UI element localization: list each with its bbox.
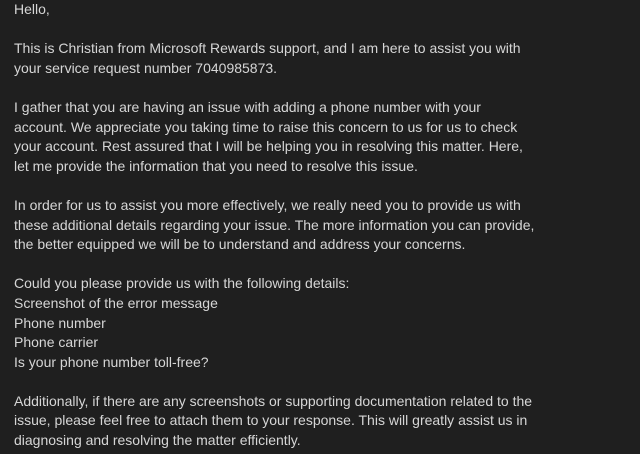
paragraph-request-intro <box>14 39 634 78</box>
paragraph-line: diagnosing and resolving the matter efficiently. <box>14 432 301 449</box>
paragraph-attachments <box>14 392 634 451</box>
paragraph-line: I gather that you are having an issue with adding a phone number with your <box>14 98 481 115</box>
paragraph-line: issue, please feel free to attach them to your response. This will greatly assist us in <box>14 412 528 429</box>
details-list <box>14 274 634 372</box>
paragraph-line: Additionally, if there are any screenshots or supporting documentation related to the <box>14 392 533 409</box>
paragraph-line: the better equipped we will be to understand and address your concerns. <box>14 236 466 253</box>
details-intro: Could you please provide us with the following details: <box>14 275 350 292</box>
spacer <box>14 255 634 275</box>
list-item: Phone carrier <box>14 334 99 351</box>
spacer <box>14 176 634 196</box>
paragraph-line: your account. Rest assured that I will be helping you in resolving this matter. Here, <box>14 138 523 155</box>
paragraph-issue-summary <box>14 98 634 176</box>
greeting: Hello, <box>14 1 50 17</box>
list-item: Is your phone number toll-free? <box>14 353 209 370</box>
paragraph-line: account. We appreciate you taking time to raise this concern to us for us to check <box>14 118 518 135</box>
spacer <box>14 372 634 392</box>
list-item: Phone number <box>14 314 106 331</box>
paragraph-request-details <box>14 196 634 255</box>
spacer <box>14 78 634 98</box>
paragraph-line: This is Christian from Microsoft Rewards support, and I am here to assist you with <box>14 40 521 57</box>
email-body <box>14 0 634 451</box>
list-item: Screenshot of the error message <box>14 294 218 311</box>
paragraph-line: these additional details regarding your issue. The more information you can provide, <box>14 216 535 233</box>
paragraph-line: your service request number 7040985873. <box>14 59 278 76</box>
spacer <box>14 20 634 40</box>
paragraph-line: let me provide the information that you need to resolve this issue. <box>14 157 418 174</box>
paragraph-line: In order for us to assist you more effectively, we really need you to provide us with <box>14 196 521 213</box>
